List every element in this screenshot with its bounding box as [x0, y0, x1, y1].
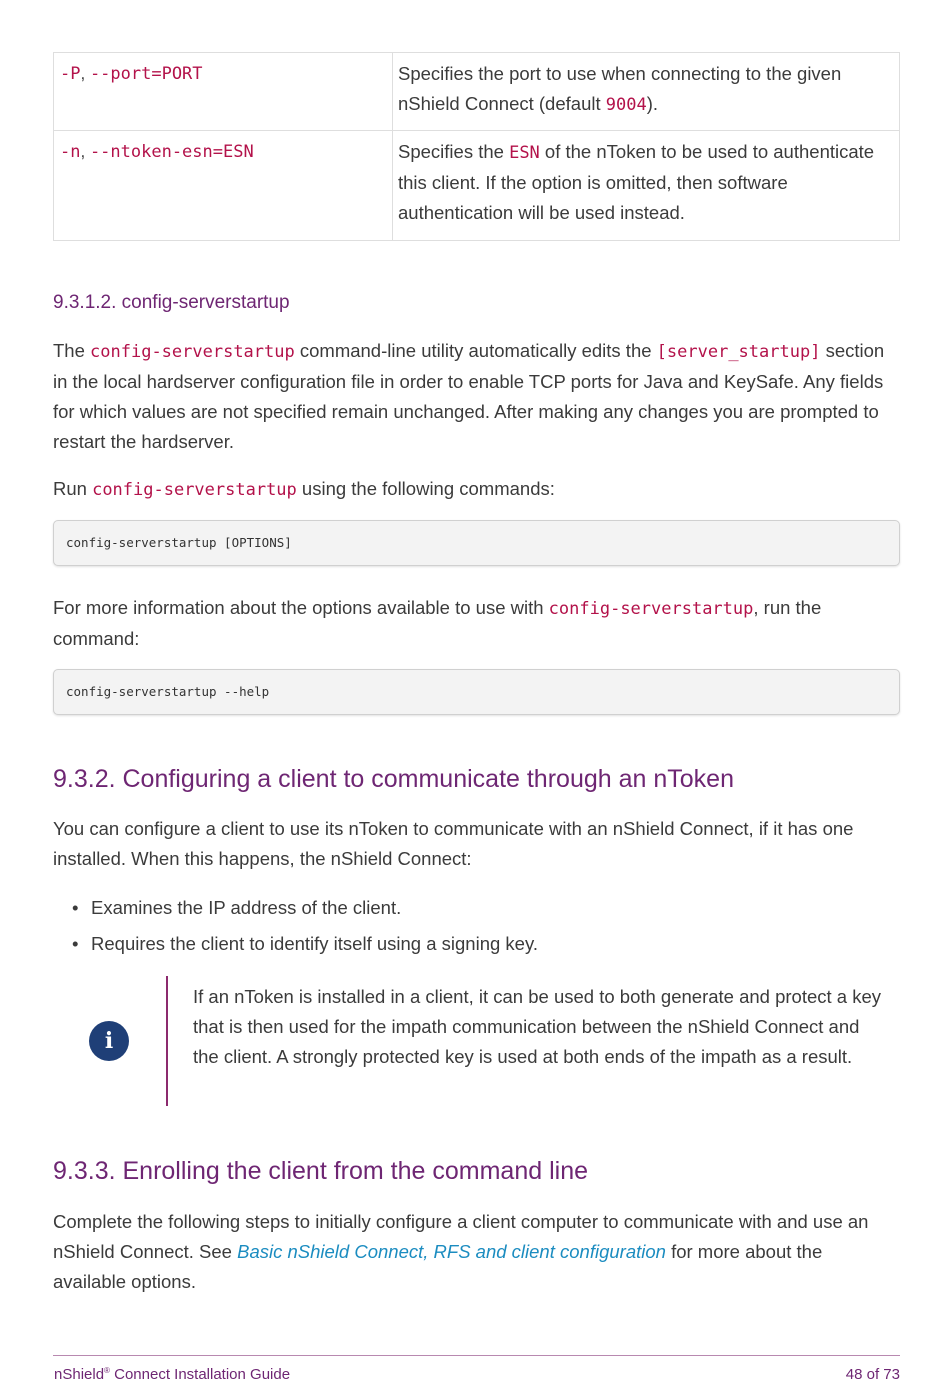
footer-title [54, 1366, 290, 1383]
inline-code: 9004 [605, 95, 647, 115]
text: For more information about the options available to use with [53, 597, 549, 618]
code-block[interactable] [53, 520, 900, 566]
page-number: 48 of 73 [845, 1366, 900, 1383]
text: section in the local hardserver configuration file in order to enable TCP ports for Java and KeySafe. Any fields for which values are not specified remain unchanged. After making any changes you are prompted to restart the hardserver. [53, 340, 885, 452]
inline-code: config-serverstartup [90, 342, 295, 362]
note-text: If an nToken is installed in a client, it can be used to both generate and protect a key that is then used for the impath communication between the nShield Connect and the client. A strongly protected key is used at both ends of the impath as a result. [193, 986, 882, 1067]
page-content [53, 52, 900, 1292]
text: , run the command: [53, 597, 822, 649]
text: using the following commands: [296, 478, 555, 499]
option-cell: -n, --ntoken-esn=ESN [54, 131, 393, 241]
option-long: --port=PORT [89, 64, 203, 84]
text: Complete the following steps to initially configure a client computer to communicate with and use an nShield Connect. See [53, 1211, 869, 1262]
code-text: config-serverstartup [OPTIONS] [66, 535, 292, 550]
inline-code: config-serverstartup [92, 480, 297, 500]
section-heading-933: 9.3.3. Enrolling the client from the command line [53, 1157, 588, 1185]
list-item [53, 929, 900, 965]
paragraph: You can configure a client to use its nToken to communicate with an nShield Connect, if it has one installed. When this happens, the nShield Connect: [53, 818, 854, 869]
bullet-icon: • [72, 897, 79, 918]
bullet-icon: • [72, 933, 79, 954]
info-icon [89, 1021, 129, 1061]
section-heading-9312: 9.3.1.2. config-serverstartup [53, 292, 290, 313]
inline-code: ESN [509, 143, 540, 163]
paragraph [53, 336, 900, 457]
text: The [53, 340, 91, 361]
config-link[interactable]: Basic nShield Connect, RFS and client configuration [237, 1241, 666, 1262]
description-cell [393, 53, 900, 131]
footer-title-text: Connect Installation Guide [109, 1366, 291, 1383]
description-text: ). [646, 93, 659, 114]
description-text: Specifies the port to use when connecting to the given nShield Connect (default [398, 63, 842, 114]
description-text: of the nToken to be used to authenticate this client. If the option is omitted, then software authentication will be used instead. [398, 141, 875, 223]
option-cell: -P, --port=PORT [54, 53, 393, 131]
inline-code: config-serverstartup [548, 599, 754, 619]
option-long: --ntoken-esn=ESN [89, 142, 254, 162]
list-item-text: Requires the client to identify itself using a signing key. [91, 933, 538, 954]
footer-title-text: nShield [54, 1366, 105, 1383]
table-row [54, 131, 900, 241]
paragraph [53, 1207, 900, 1297]
text: Run [53, 478, 93, 499]
list-item-text: Examines the IP address of the client. [91, 897, 402, 918]
description-cell [393, 131, 900, 241]
bullet-list [53, 893, 900, 965]
table-row [54, 53, 900, 131]
description-text: Specifies the [398, 141, 510, 162]
note-divider [166, 976, 168, 1106]
paragraph [53, 593, 900, 654]
code-text: config-serverstartup --help [66, 684, 270, 699]
option-short: -n [60, 142, 81, 162]
text: for more about the available options. [53, 1241, 823, 1292]
text: command-line utility automatically edits the [294, 340, 657, 361]
option-short: -P [60, 64, 81, 84]
list-item [53, 893, 900, 929]
section-heading-932: 9.3.2. Configuring a client to communicate through an nToken [53, 765, 734, 793]
code-block[interactable] [53, 669, 900, 715]
footer-divider [53, 1355, 900, 1356]
paragraph [53, 474, 900, 505]
options-table [53, 52, 900, 241]
registered-mark: ® [104, 1366, 110, 1375]
inline-code: [server_startup] [656, 342, 821, 362]
info-icon-glyph: i [104, 1028, 114, 1054]
